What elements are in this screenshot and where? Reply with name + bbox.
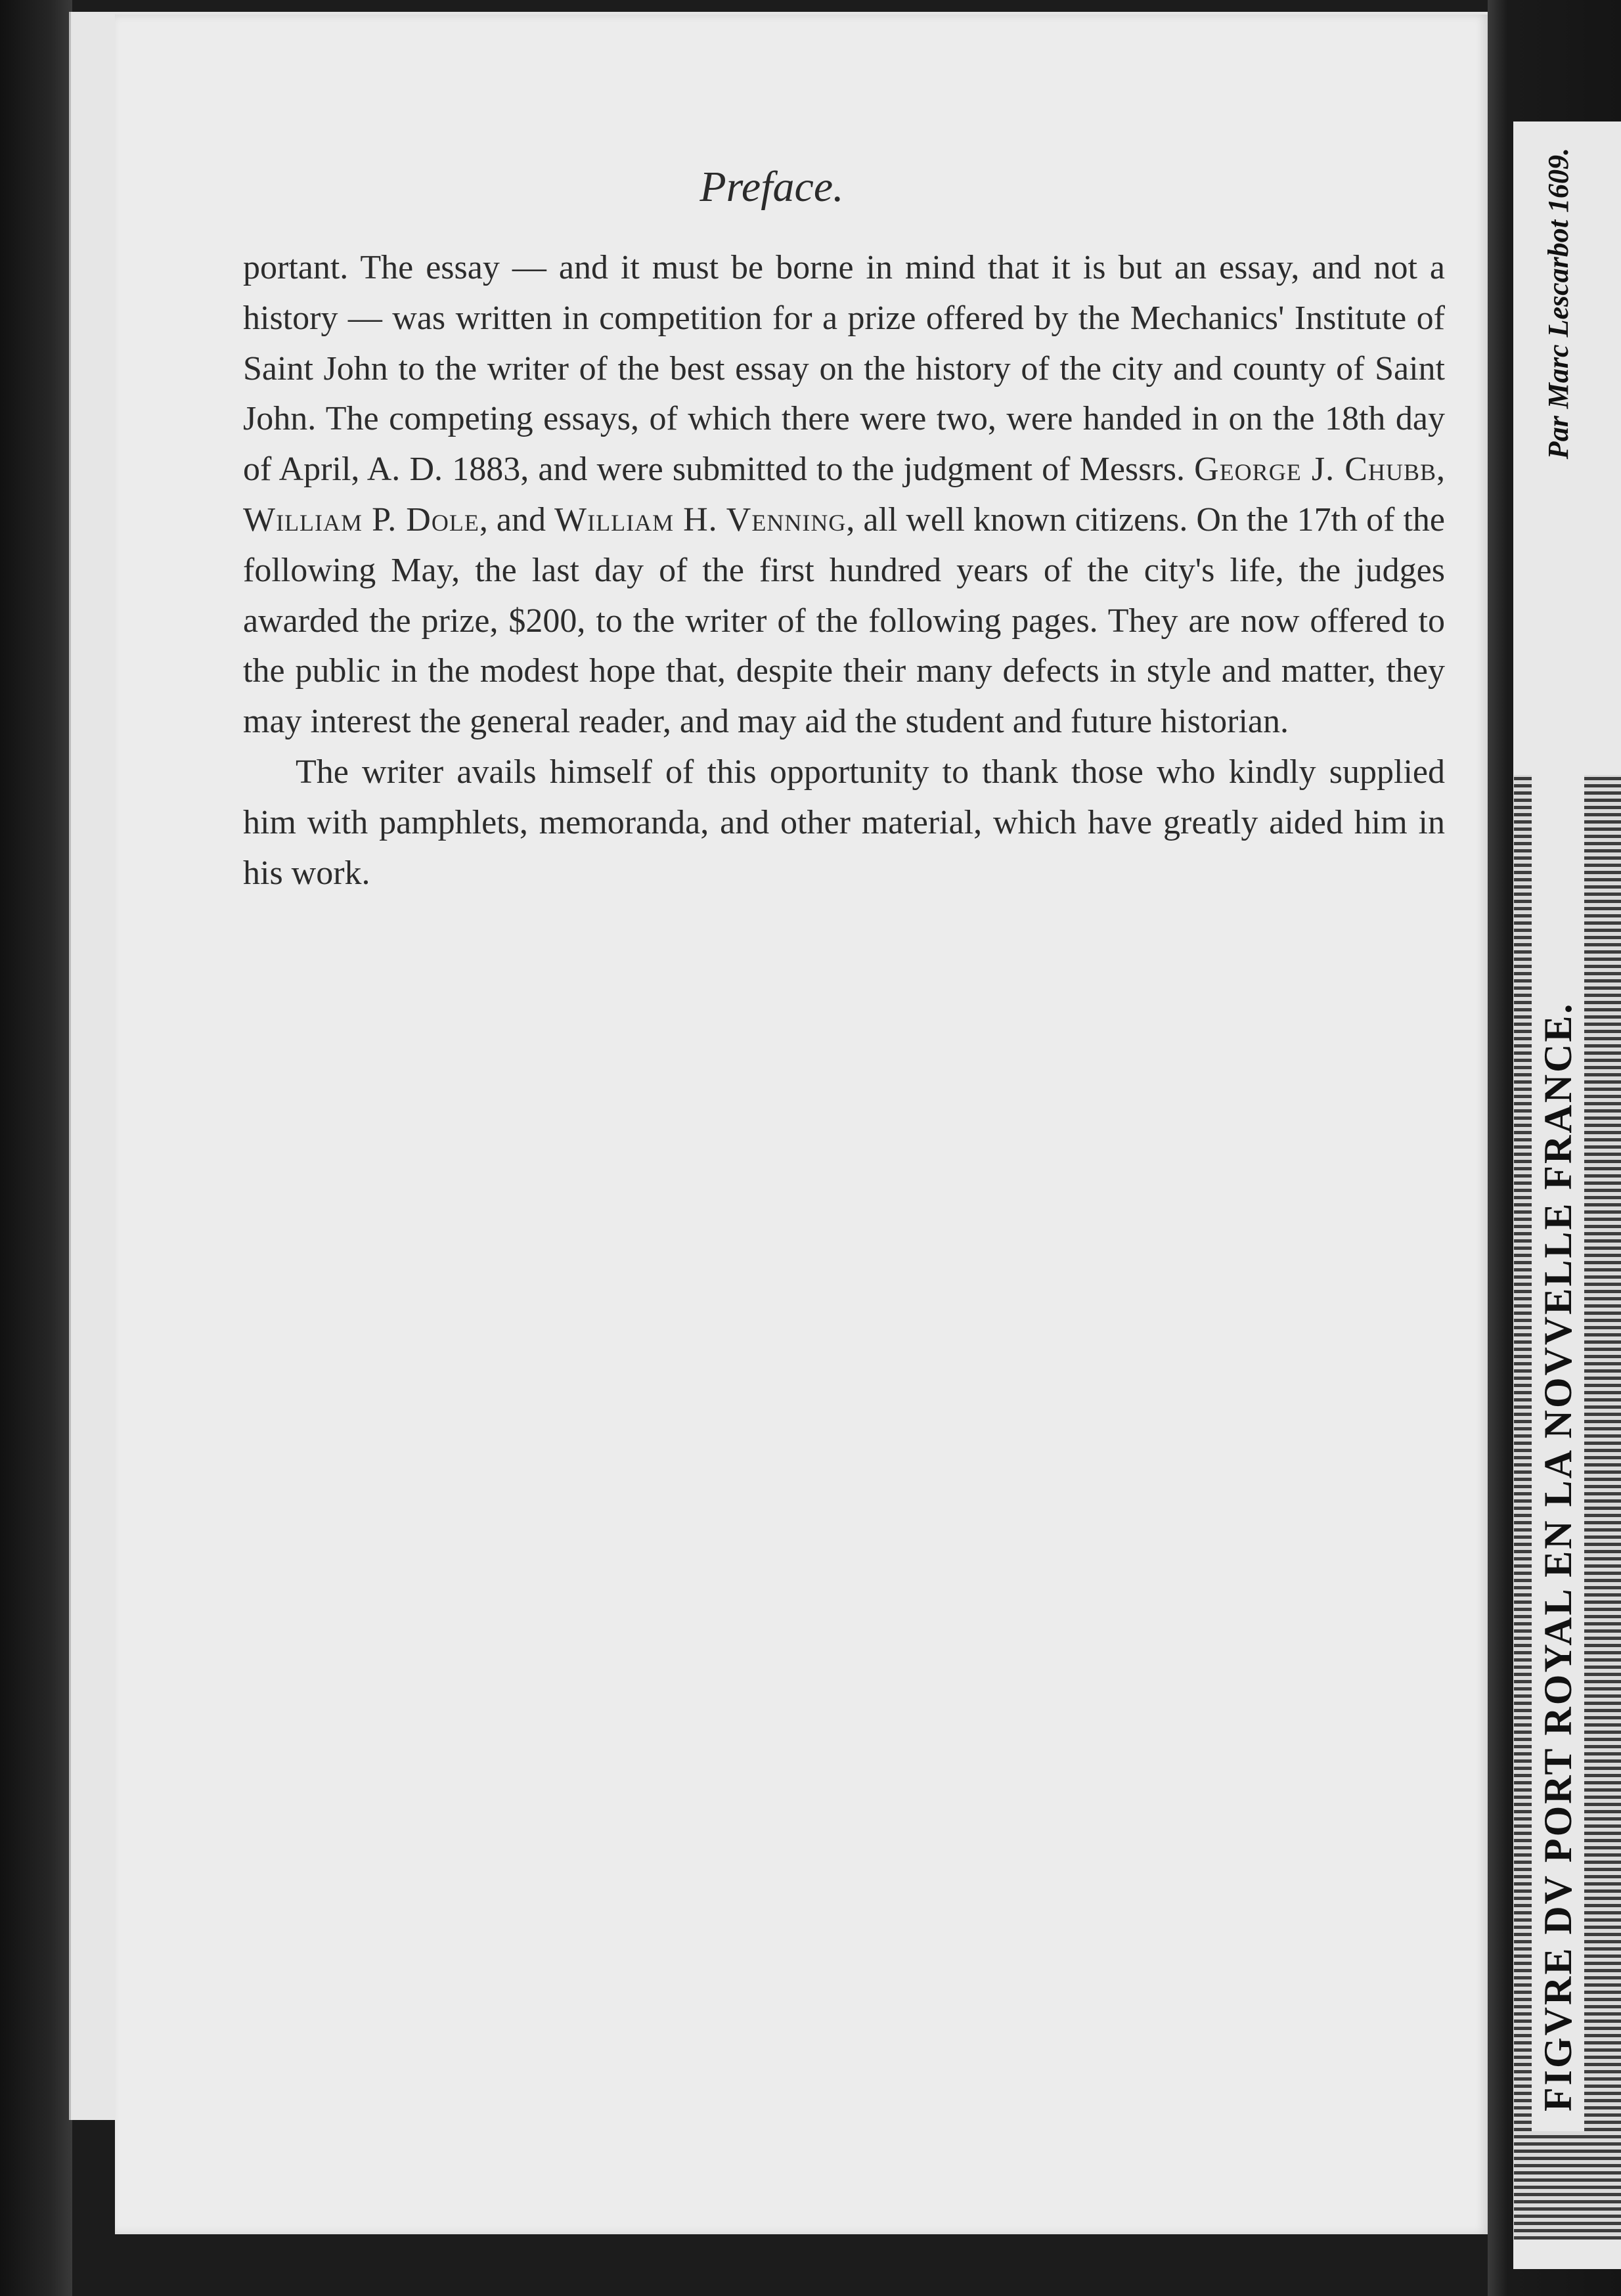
paragraph-1	[243, 243, 1445, 747]
plate-caption-credit: Par Marc Lescarbot 1609.	[1542, 148, 1574, 460]
page-title: Preface.	[699, 163, 844, 211]
paragraph-1-sep-2: , and	[479, 500, 555, 539]
paragraph-2: The writer avails himself of this opportunity to thank those who kindly supplied him with pamphlets, memoranda, and other material, which have greatly aided him in his work.	[243, 753, 1445, 892]
judge-name-venning: William H. Venning	[554, 500, 847, 539]
map-plate-caption	[1532, 128, 1584, 2131]
plate-caption-title: FIGVRE DV PORT ROYAL EN LA NOVVELLE FRANCE.	[1536, 1002, 1580, 2111]
preface-body	[243, 243, 1445, 898]
paragraph-1-sep-1: ,	[1436, 451, 1445, 489]
judge-name-dole: William P. Dole	[243, 500, 479, 539]
scan-background-left	[0, 0, 72, 2296]
paragraph-1-part-a: portant. The essay — and it must be borne in mind that it is but an essay, and not a history — was written in competition for a prize offered by the Mechanics' Institute of Saint John to the writer of the best essay on the history of the city and county of Saint John. The competing essays, of which there were two, were handed in on the 18th day of April, A. D. 1883, and were submitted to the judgment of Messrs.	[243, 249, 1445, 489]
judge-name-chubb: George J. Chubb	[1194, 451, 1436, 489]
paragraph-1-part-b: , all well known citizens. On the 17th of the following May, the last day of the first hundred years of the city's life, the judges awarded the prize, $200, to the writer of the following pages. They are now offered to the public in the modest hope that, despite their many defects in style and matter, they may interest the general reader, and may aid the student and future historian.	[243, 500, 1445, 741]
